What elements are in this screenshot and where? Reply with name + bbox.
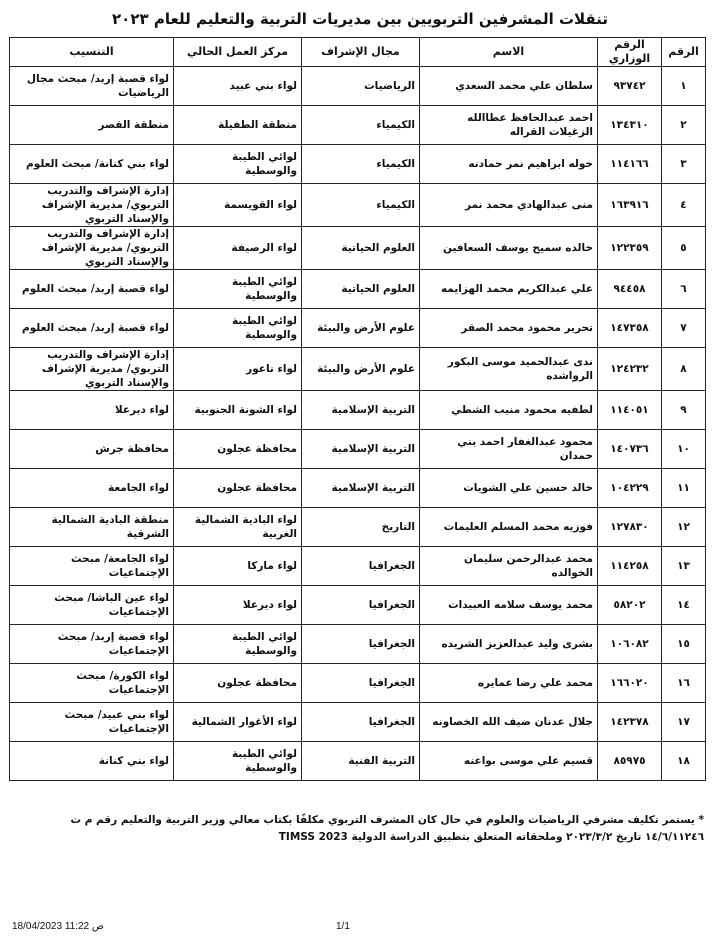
cell-name: قسيم علي موسى بواعنه <box>420 742 598 781</box>
cell-index: ٤ <box>662 184 706 227</box>
cell-supervision-field: العلوم الحياتية <box>302 270 420 309</box>
table-row <box>10 586 706 625</box>
cell-name: فوزيه محمد المسلم العليمات <box>420 508 598 547</box>
table-row <box>10 547 706 586</box>
table-row <box>10 67 706 106</box>
cell-current-workplace: لواء الشونة الجنوبية <box>174 391 302 430</box>
cell-current-workplace: لوائي الطيبة والوسطية <box>174 309 302 348</box>
cell-supervision-field: التربية الإسلامية <box>302 391 420 430</box>
cell-supervision-field: العلوم الحياتية <box>302 227 420 270</box>
cell-supervision-field: التربية الإسلامية <box>302 430 420 469</box>
cell-assignment: لواء قصبة إربد/ مبحث مجال الرياضيات <box>10 67 174 106</box>
cell-assignment: إدارة الإشراف والتدريب التربوي/ مديرية الإشراف والإسناد التربوي <box>10 184 174 227</box>
cell-current-workplace: محافظة عجلون <box>174 430 302 469</box>
cell-ministry-number: ١٦٦٠٢٠ <box>598 664 662 703</box>
cell-name: منى عبدالهادي محمد نمر <box>420 184 598 227</box>
cell-assignment: لواء بني عبيد/ مبحث الإجتماعيات <box>10 703 174 742</box>
cell-assignment: منطقة القصر <box>10 106 174 145</box>
cell-assignment: لواء قصبة إربد/ مبحث العلوم <box>10 270 174 309</box>
cell-ministry-number: ١٢٧٨٣٠ <box>598 508 662 547</box>
cell-ministry-number: ٩٤٤٥٨ <box>598 270 662 309</box>
cell-current-workplace: لواء القويسمة <box>174 184 302 227</box>
table-row <box>10 664 706 703</box>
cell-index: ٦ <box>662 270 706 309</box>
cell-ministry-number: ١٠٦٠٨٢ <box>598 625 662 664</box>
cell-name: بشرى وليد عبدالعزيز الشريده <box>420 625 598 664</box>
table-row <box>10 625 706 664</box>
cell-supervision-field: التربية الإسلامية <box>302 469 420 508</box>
cell-name: احمد عبدالحافظ عطاالله الزغيلات القراله <box>420 106 598 145</box>
header-assignment: التنسيب <box>10 38 174 67</box>
header-index: الرقم <box>662 38 706 67</box>
cell-index: ١٠ <box>662 430 706 469</box>
cell-current-workplace: لواء الرصيفة <box>174 227 302 270</box>
cell-assignment: إدارة الإشراف والتدريب التربوي/ مديرية الإشراف والإسناد التربوي <box>10 227 174 270</box>
cell-supervision-field: الجغرافيا <box>302 586 420 625</box>
table-row <box>10 184 706 227</box>
table-row <box>10 430 706 469</box>
cell-assignment: لواء الجامعة <box>10 469 174 508</box>
table-body <box>10 67 706 781</box>
cell-current-workplace: منطقة الطفيلة <box>174 106 302 145</box>
cell-name: محمد عبدالرحمن سليمان الخوالده <box>420 547 598 586</box>
cell-current-workplace: لواء ديرعلا <box>174 586 302 625</box>
cell-assignment: لواء عين الباشا/ مبحث الإجتماعيات <box>10 586 174 625</box>
cell-supervision-field: الكيمياء <box>302 184 420 227</box>
cell-current-workplace: لواء الأغوار الشمالية <box>174 703 302 742</box>
cell-assignment: لواء ديرعلا <box>10 391 174 430</box>
cell-index: ١٢ <box>662 508 706 547</box>
cell-ministry-number: ٩٣٧٤٢ <box>598 67 662 106</box>
cell-assignment: لواء الجامعة/ مبحث الإجتماعيات <box>10 547 174 586</box>
cell-index: ١٣ <box>662 547 706 586</box>
cell-ministry-number: ١٣٤٣١٠ <box>598 106 662 145</box>
cell-index: ١٧ <box>662 703 706 742</box>
cell-supervision-field: التربية الفنية <box>302 742 420 781</box>
table-row <box>10 508 706 547</box>
cell-index: ٩ <box>662 391 706 430</box>
table-row <box>10 742 706 781</box>
cell-index: ١٨ <box>662 742 706 781</box>
cell-ministry-number: ٥٨٢٠٢ <box>598 586 662 625</box>
cell-assignment: لواء بني كنانة <box>10 742 174 781</box>
cell-index: ١٤ <box>662 586 706 625</box>
transfers-table <box>9 37 706 781</box>
cell-name: خوله ابراهيم نمر حمادنه <box>420 145 598 184</box>
cell-index: ١٦ <box>662 664 706 703</box>
cell-ministry-number: ١٢٢٣٥٩ <box>598 227 662 270</box>
cell-supervision-field: علوم الأرض والبيئة <box>302 348 420 391</box>
cell-supervision-field: علوم الأرض والبيئة <box>302 309 420 348</box>
table-row <box>10 270 706 309</box>
table-header-row <box>10 38 706 67</box>
header-ministry-number: الرقم الوزاري <box>598 38 662 67</box>
table-row <box>10 227 706 270</box>
cell-current-workplace: لواء ناعور <box>174 348 302 391</box>
cell-current-workplace: لواء بني عبيد <box>174 67 302 106</box>
cell-name: ندى عبدالحميد موسى البكور الرواشده <box>420 348 598 391</box>
cell-assignment: لواء بني كنانة/ مبحث العلوم <box>10 145 174 184</box>
page-number: 1/1 <box>336 921 350 932</box>
cell-index: ٥ <box>662 227 706 270</box>
page-title: تنقلات المشرفين التربويين بين مديريات التربية والتعليم للعام ٢٠٢٣ <box>112 10 608 28</box>
cell-index: ١ <box>662 67 706 106</box>
header-current-workplace: مركز العمل الحالي <box>174 38 302 67</box>
cell-name: تحرير محمود محمد الصقر <box>420 309 598 348</box>
cell-name: جلال عدنان ضيف الله الخصاونه <box>420 703 598 742</box>
header-name: الاسم <box>420 38 598 67</box>
cell-assignment: إدارة الإشراف والتدريب التربوي/ مديرية الإشراف والإسناد التربوي <box>10 348 174 391</box>
cell-current-workplace: لواء البادية الشمالية الغربية <box>174 508 302 547</box>
cell-name: علي عبدالكريم محمد الهزايمه <box>420 270 598 309</box>
cell-ministry-number: ١٤٠٧٣٦ <box>598 430 662 469</box>
print-timestamp: 18/04/2023 11:22 ص <box>12 921 104 932</box>
cell-ministry-number: ١١٤٢٥٨ <box>598 547 662 586</box>
cell-current-workplace: لوائي الطيبة والوسطية <box>174 742 302 781</box>
cell-index: ١١ <box>662 469 706 508</box>
cell-name: محمد علي رضا عمايره <box>420 664 598 703</box>
cell-current-workplace: محافظة عجلون <box>174 469 302 508</box>
table-row <box>10 145 706 184</box>
cell-ministry-number: ٨٥٩٧٥ <box>598 742 662 781</box>
cell-current-workplace: لوائي الطيبة والوسطية <box>174 270 302 309</box>
cell-ministry-number: ١٦٣٩١٦ <box>598 184 662 227</box>
table-row <box>10 106 706 145</box>
cell-name: محمد يوسف سلامه العبيدات <box>420 586 598 625</box>
cell-ministry-number: ١١٤١٦٦ <box>598 145 662 184</box>
cell-name: محمود عبدالغفار احمد بني حمدان <box>420 430 598 469</box>
cell-assignment: محافظة جرش <box>10 430 174 469</box>
cell-supervision-field: الجغرافيا <box>302 664 420 703</box>
cell-supervision-field: الجغرافيا <box>302 547 420 586</box>
cell-current-workplace: لوائي الطيبة والوسطية <box>174 145 302 184</box>
table-row <box>10 348 706 391</box>
cell-name: خالد حسين علي الشويات <box>420 469 598 508</box>
cell-current-workplace: محافظة عجلون <box>174 664 302 703</box>
cell-current-workplace: لوائي الطيبة والوسطية <box>174 625 302 664</box>
cell-name: سلطان علي محمد السعدي <box>420 67 598 106</box>
cell-index: ١٥ <box>662 625 706 664</box>
cell-ministry-number: ١١٤٠٥١ <box>598 391 662 430</box>
cell-index: ٧ <box>662 309 706 348</box>
cell-ministry-number: ١٠٤٢٢٩ <box>598 469 662 508</box>
cell-current-workplace: لواء ماركا <box>174 547 302 586</box>
table-row <box>10 391 706 430</box>
table-row <box>10 309 706 348</box>
table-row <box>10 703 706 742</box>
table-row <box>10 469 706 508</box>
cell-supervision-field: التاريخ <box>302 508 420 547</box>
cell-supervision-field: الكيمياء <box>302 106 420 145</box>
cell-supervision-field: الكيمياء <box>302 145 420 184</box>
cell-index: ٨ <box>662 348 706 391</box>
cell-assignment: لواء قصبة إربد/ مبحث الإجتماعيات <box>10 625 174 664</box>
cell-supervision-field: الرياضيات <box>302 67 420 106</box>
cell-ministry-number: ١٤٧٣٥٨ <box>598 309 662 348</box>
cell-assignment: لواء قصبة إربد/ مبحث العلوم <box>10 309 174 348</box>
cell-supervision-field: الجغرافيا <box>302 625 420 664</box>
cell-index: ٣ <box>662 145 706 184</box>
cell-assignment: منطقة البادية الشمالية الشرقية <box>10 508 174 547</box>
cell-ministry-number: ١٤٢٣٧٨ <box>598 703 662 742</box>
cell-supervision-field: الجغرافيا <box>302 703 420 742</box>
header-supervision-field: مجال الإشراف <box>302 38 420 67</box>
footnote: * يستمر تكليف مشرفي الرياضيات والعلوم في حال كان المشرف التربوي مكلفًا بكتاب معالي وزير التربية والتعليم رقم م ت ١٤/٦/١١٢٤٦ تاريخ ٢٠٢٣/٣/٢ وملحقاته المتعلق بتطبيق الدراسة الدولية TIMSS 2023 <box>70 814 704 843</box>
cell-name: لطفيه محمود منيب الشطي <box>420 391 598 430</box>
cell-assignment: لواء الكورة/ مبحث الإجتماعيات <box>10 664 174 703</box>
cell-index: ٢ <box>662 106 706 145</box>
cell-ministry-number: ١٢٤٢٣٢ <box>598 348 662 391</box>
cell-name: خالده سميح يوسف السعافين <box>420 227 598 270</box>
